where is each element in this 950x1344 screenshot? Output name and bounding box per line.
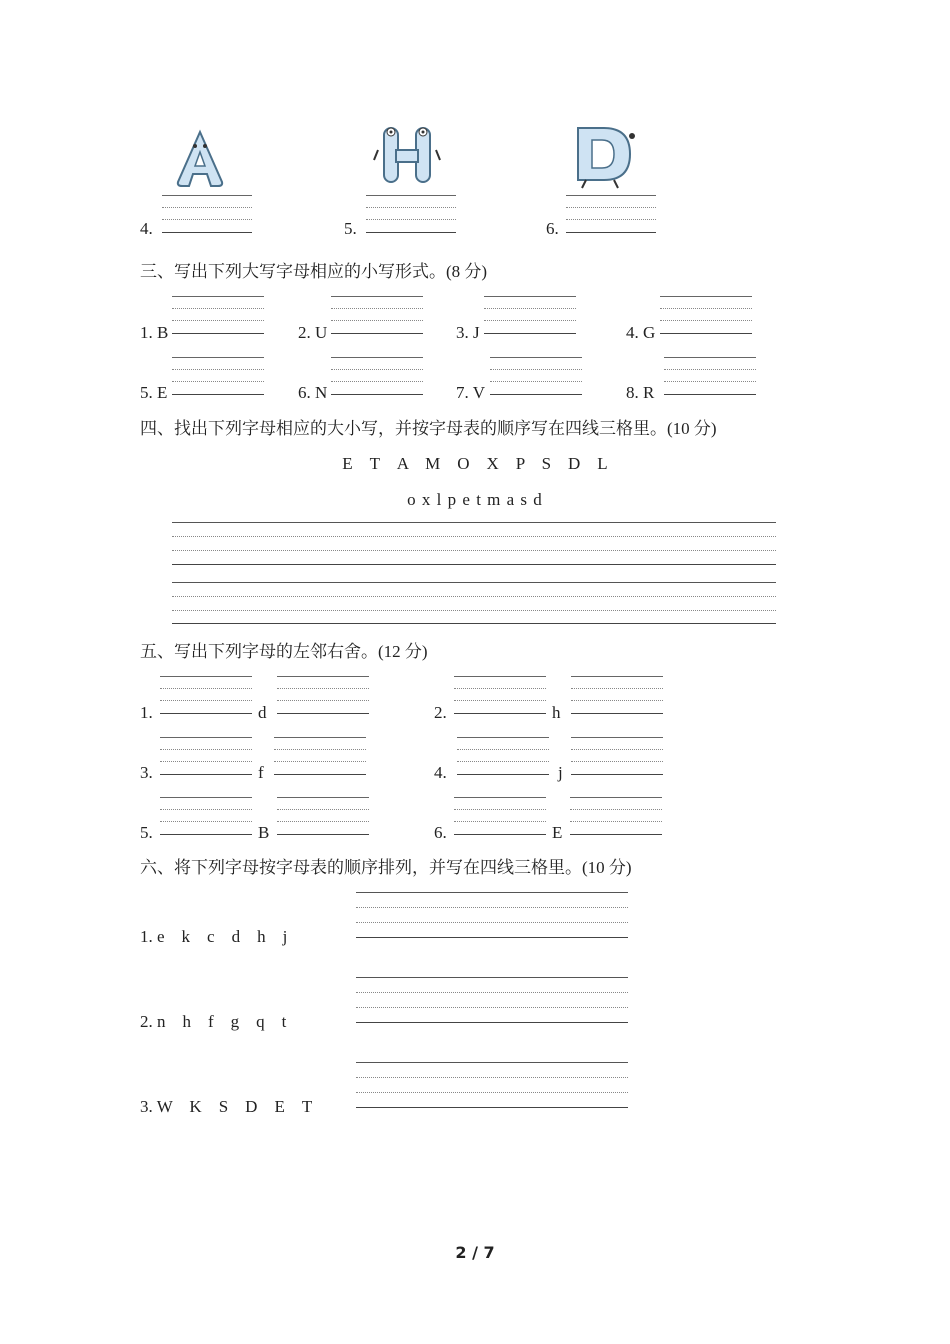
writing-area[interactable] (172, 522, 776, 626)
answer-grid[interactable] (331, 296, 423, 334)
uppercase-letters: E T A M O X P S D L (342, 454, 608, 473)
center-letter: d (258, 703, 267, 722)
item-number: 4. (140, 219, 153, 238)
center-letter: E (552, 823, 563, 842)
answer-grid-left[interactable] (160, 797, 252, 835)
answer-grid[interactable] (490, 357, 582, 395)
answer-grid[interactable] (172, 357, 264, 395)
answer-grid-right[interactable] (277, 797, 369, 835)
answer-grid-right[interactable] (570, 797, 662, 835)
question-label: 3. W K S D E T (140, 1097, 313, 1116)
item-number: 3. (140, 763, 153, 782)
answer-grid[interactable] (664, 357, 756, 395)
section-6-title: 六、将下列字母按字母表的顺序排列，并写在四线三格里。(10 分) (140, 858, 632, 877)
page-indicator: 2 / 7 (455, 1243, 495, 1262)
question-label: 7. V (456, 383, 485, 402)
answer-grid-right[interactable] (277, 676, 369, 714)
answer-grid-right[interactable] (571, 676, 663, 714)
item-number: 5. (140, 823, 153, 842)
question-label: 1. B (140, 323, 169, 342)
section-5-title: 五、写出下列字母的左邻右舍。(12 分) (140, 642, 428, 661)
answer-grid-5[interactable] (366, 195, 456, 233)
center-letter: B (258, 823, 270, 842)
answer-grid[interactable] (172, 296, 264, 334)
item-number: 6. (546, 219, 559, 238)
center-letter: h (552, 703, 561, 722)
answer-grid-right[interactable] (274, 737, 366, 775)
center-letter: j (558, 763, 563, 782)
answer-grid-left[interactable] (454, 676, 546, 714)
question-label: 1. e k c d h j (140, 927, 288, 946)
answer-grid-4[interactable] (162, 195, 252, 233)
answer-grid[interactable] (356, 977, 628, 1025)
question-label: 2. n h f g q t (140, 1012, 287, 1031)
item-number: 2. (434, 703, 447, 722)
lowercase-letters: o x l p e t m a s d (407, 490, 543, 509)
section-4-title: 四、找出下列字母相应的大小写，并按字母表的顺序写在四线三格里。(10 分) (140, 419, 717, 438)
answer-grid-left[interactable] (454, 797, 546, 835)
answer-grid-left[interactable] (160, 676, 252, 714)
question-label: 3. J (456, 323, 480, 342)
answer-grid-right[interactable] (571, 737, 663, 775)
item-number: 1. (140, 703, 153, 722)
item-number: 4. (434, 763, 447, 782)
question-label: 8. R (626, 383, 655, 402)
answer-grid-left[interactable] (457, 737, 549, 775)
letter-a-illustration (170, 128, 230, 190)
letter-d-illustration (570, 122, 640, 190)
answer-grid[interactable] (660, 296, 752, 334)
question-label: 5. E (140, 383, 168, 402)
item-number: 5. (344, 219, 357, 238)
answer-grid[interactable] (331, 357, 423, 395)
answer-grid[interactable] (484, 296, 576, 334)
center-letter: f (258, 763, 264, 782)
answer-grid[interactable] (356, 892, 628, 940)
answer-grid-left[interactable] (160, 737, 252, 775)
section-3-title: 三、写出下列大写字母相应的小写形式。(8 分) (140, 262, 488, 281)
question-label: 4. G (626, 323, 656, 342)
question-label: 2. U (298, 323, 328, 342)
answer-grid-6[interactable] (566, 195, 656, 233)
letter-h-illustration (372, 120, 442, 190)
question-label: 6. N (298, 383, 328, 402)
answer-grid[interactable] (356, 1062, 628, 1110)
item-number: 6. (434, 823, 447, 842)
